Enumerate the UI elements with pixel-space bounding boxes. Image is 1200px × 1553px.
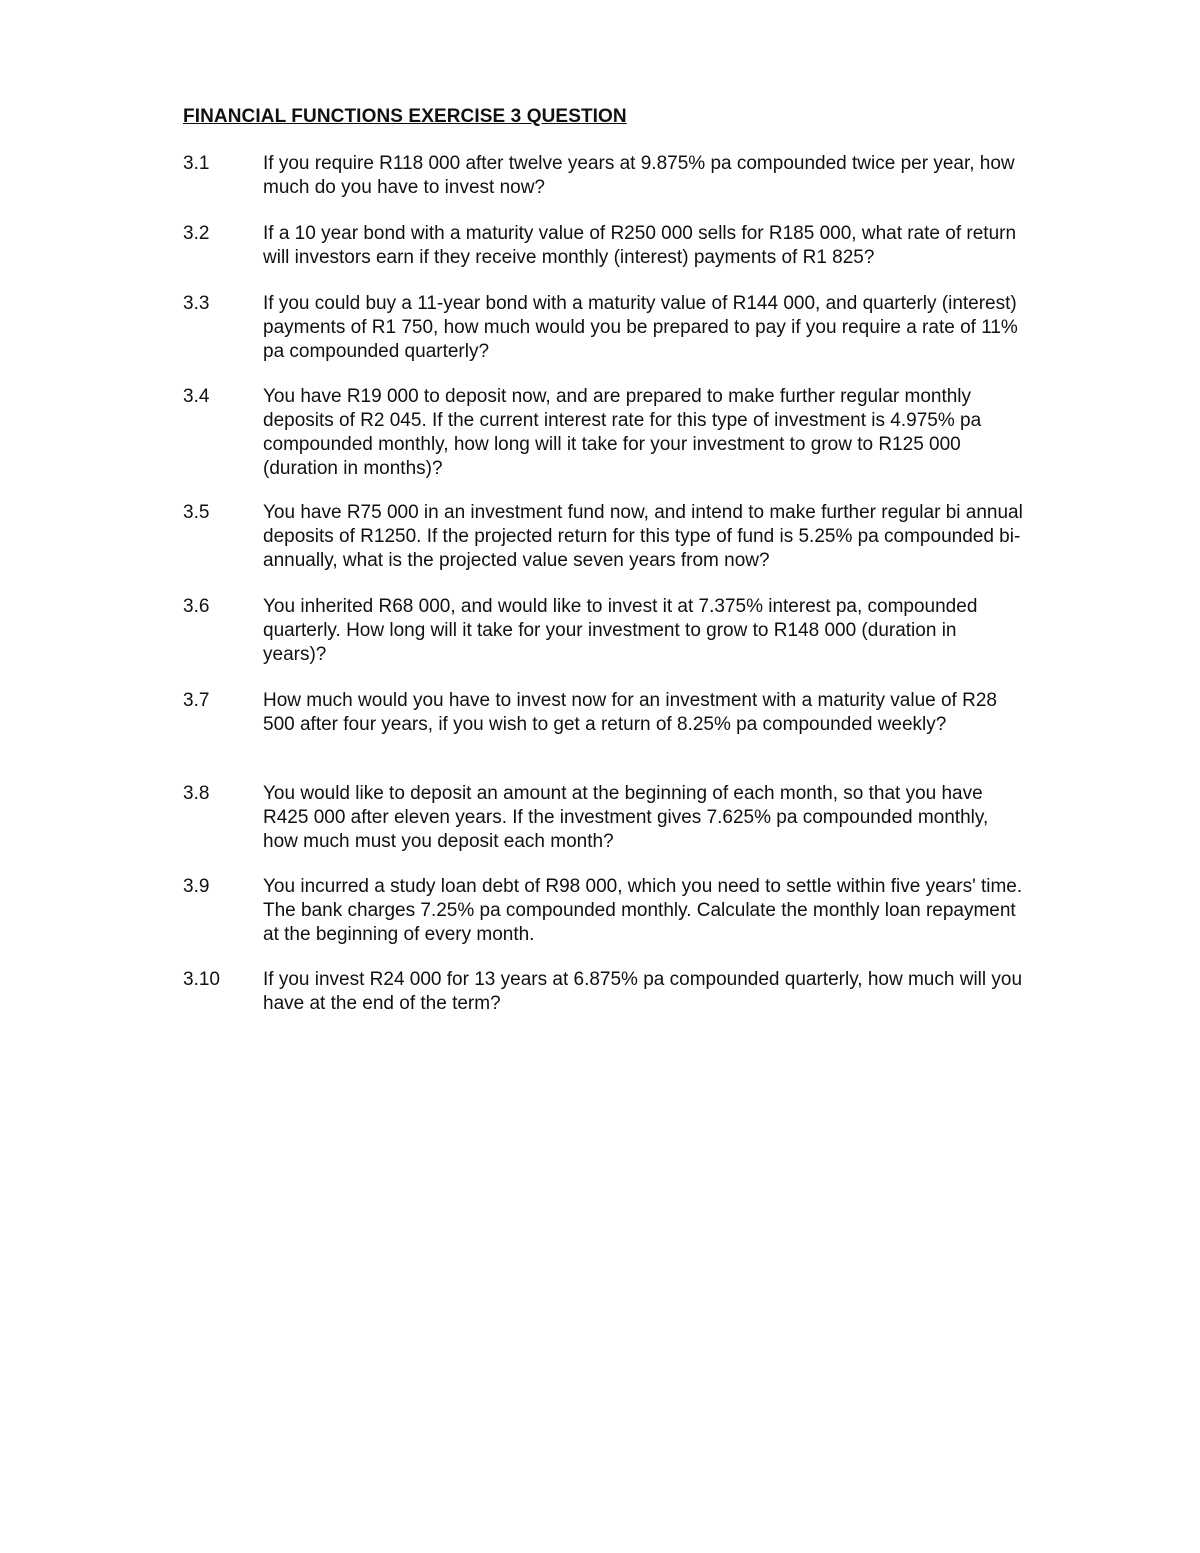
question-number: 3.9 — [183, 876, 210, 897]
question-text: You have R75 000 in an investment fund now, and intend to make further regular bi annual deposits of R1250. If the projected return for this type of fund is 5.25% pa compounded bi- annually, what is the projected value seven years from now? — [263, 502, 1023, 571]
page-title: FINANCIAL FUNCTIONS EXERCISE 3 QUESTION — [183, 106, 627, 127]
question-text: If you invest R24 000 for 13 years at 6.875% pa compounded quarterly, how much will you have at the end of the term? — [263, 969, 1023, 1014]
question-text: If a 10 year bond with a maturity value of R250 000 sells for R185 000, what rate of return will investors earn if they receive monthly (interest) payments of R1 825? — [263, 223, 1017, 268]
question-number: 3.4 — [183, 386, 210, 407]
question-number: 3.2 — [183, 223, 210, 244]
question-number: 3.6 — [183, 596, 210, 617]
question-number: 3.3 — [183, 293, 210, 314]
question-text: You inherited R68 000, and would like to invest it at 7.375% interest pa, compounded quarterly. How long will it take for your investment to grow to R148 000 (duration in years)? — [263, 596, 978, 665]
question-text: You have R19 000 to deposit now, and are prepared to make further regular monthly deposits of R2 045. If the current interest rate for this type of investment is 4.975% pa compounded monthly, how long will it take for your investment to grow to R125 000 (duration in months)? — [263, 386, 982, 479]
question-number: 3.1 — [183, 153, 210, 174]
question-number: 3.7 — [183, 690, 210, 711]
question-text: How much would you have to invest now for an investment with a maturity value of R28 500 after four years, if you wish to get a return of 8.25% pa compounded weekly? — [263, 690, 997, 735]
question-text: You would like to deposit an amount at the beginning of each month, so that you have R425 000 after eleven years. If the investment gives 7.625% pa compounded monthly, how much must you deposit each month? — [263, 783, 989, 852]
question-number: 3.10 — [183, 969, 220, 990]
question-text: If you could buy a 11-year bond with a maturity value of R144 000, and quarterly (interest) payments of R1 750, how much would you be prepared to pay if you require a rate of 11% pa compounded quarterly? — [263, 293, 1018, 362]
question-text: You incurred a study loan debt of R98 000, which you need to settle within five years' time. The bank charges 7.25% pa compounded monthly. Calculate the monthly loan repayment at the beginning of every month. — [263, 876, 1023, 945]
question-text: If you require R118 000 after twelve years at 9.875% pa compounded twice per year, how much do you have to invest now? — [263, 153, 1015, 198]
question-number: 3.5 — [183, 502, 210, 523]
question-number: 3.8 — [183, 783, 210, 804]
